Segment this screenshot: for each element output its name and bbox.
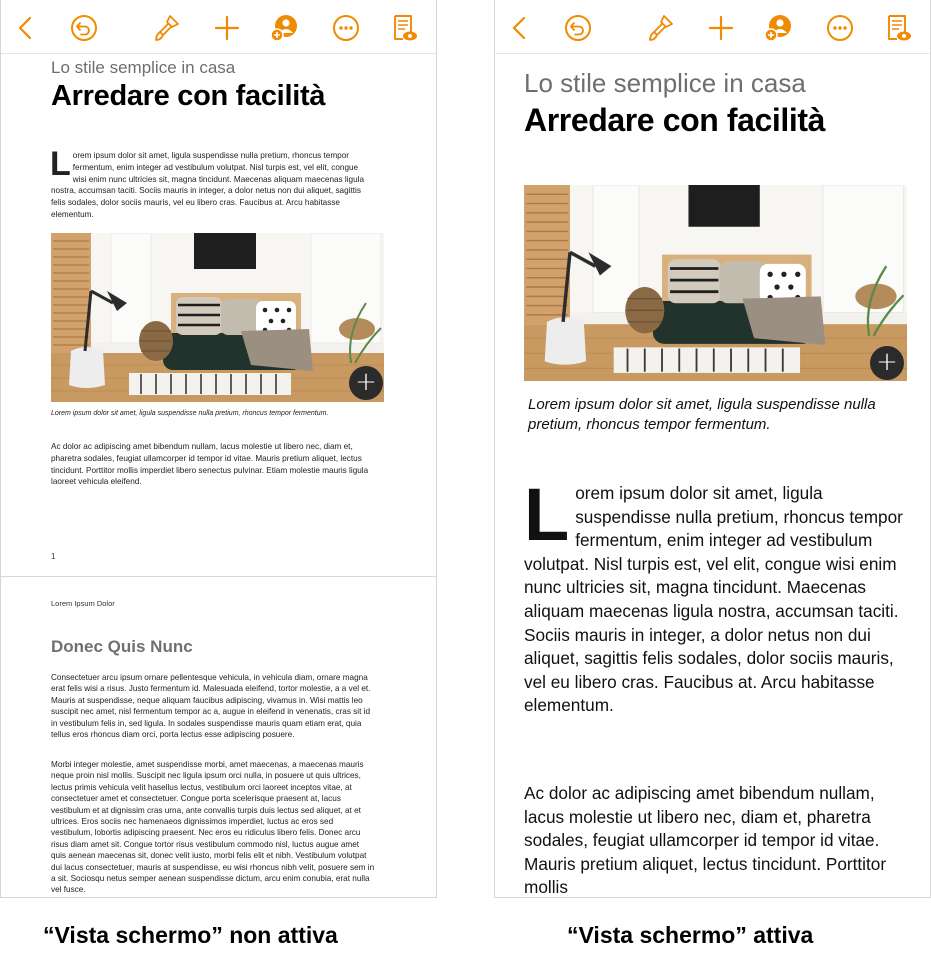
- undo-icon[interactable]: [69, 13, 99, 43]
- photo-caption: Lorem ipsum dolor sit amet, ligula suspendisse nulla pretium, rhoncus tempor fermentum.: [528, 396, 876, 433]
- page-number: 1: [51, 552, 56, 561]
- living-room-photo[interactable]: [524, 185, 907, 381]
- right-document-view: [494, 0, 931, 898]
- back-chevron-icon[interactable]: [505, 13, 535, 43]
- reading-view-icon[interactable]: [883, 13, 913, 43]
- body-paragraph-2: Ac dolor ac adipiscing amet bibendum nullam, lacus molestie ut libero nec, diam et, pharetra sodales, feugiat ullamcorper id tempor id vitae. Mauris pretium aliquet, lectus tincidunt. Porttitor mollis imperdiet libero senectus pulvinar. Etiam molestie mauris ligula laoreet vehicula eleifend.: [51, 442, 369, 487]
- document-subtitle: Lo stile semplice in casa: [51, 58, 236, 77]
- left-document-view: [0, 0, 437, 898]
- collaborate-icon[interactable]: [269, 13, 299, 43]
- body-paragraph-1: [524, 473, 909, 718]
- reading-view-icon[interactable]: [389, 13, 419, 43]
- label-screen-view-on: “Vista schermo” attiva: [567, 922, 814, 948]
- collaborate-icon[interactable]: [763, 13, 793, 43]
- document-title: Arredare con facilità: [51, 80, 326, 112]
- drop-cap: L: [524, 473, 570, 556]
- add-media-button[interactable]: +: [870, 346, 904, 380]
- photo-caption: Lorem ipsum dolor sit amet, ligula suspendisse nulla pretium, rhoncus tempor fermentum.: [51, 410, 329, 417]
- body-paragraph-1-text: orem ipsum dolor sit amet, ligula suspendisse nulla pretium, rhoncus tempor fermentum, enim integer ad vestibulum volutpat. Nisl turpis est, vel elit, congue wisi enim nunc ultricies sit, magna tincidunt. Maecenas aliquam maecenas ligula nostra, accumsan taciti. Sociis mauris in integer, a dolor netus non dui aliquet, sagittis felis sodales, dolor sociis mauris, vel eu libero cras. Faucibus at. Arcu habitasse elementum.: [524, 483, 903, 716]
- body-paragraph-2: Ac dolor ac adipiscing amet bibendum nullam, lacus molestie ut libero nec, diam et, pharetra sodales, feugiat ullamcorper id tempor id vitae. Mauris pretium aliquet, lectus tincidunt. Porttitor mollis: [524, 783, 887, 898]
- toolbar: [1, 0, 436, 54]
- paintbrush-icon[interactable]: [152, 13, 182, 43]
- body-paragraph-1: [50, 145, 373, 221]
- paintbrush-icon[interactable]: [646, 13, 676, 43]
- body-paragraph-3: Consectetuer arcu ipsum ornare pellentesque vehicula, in vehicula diam, ornare magna erat felis wisi a risus. Justo fermentum id. Malesuada eleifend, tortor molestie, a a vel et. Mauris at suspendisse, neque aliquam faucibus adipiscing, vivamus in. Wisi mattis leo suscipit nec amet, nisl fermentum tempor ac a, augue in eleifend in venenatis, cras sit id in vestibulum felis in, sed ligula. In sodales suspendisse mauris quam etiam erat, quia tellus eros rhoncus diam orci, porta lectus esse adipiscing posuere.: [51, 673, 371, 740]
- drop-cap: L: [50, 145, 71, 183]
- undo-icon[interactable]: [563, 13, 593, 43]
- more-icon[interactable]: [331, 13, 361, 43]
- living-room-photo[interactable]: [51, 233, 384, 402]
- toolbar: [495, 0, 930, 54]
- body-paragraph-4: Morbi integer molestie, amet suspendisse morbi, amet maecenas, a maecenas mauris neque proin nisl mollis. Suscipit nec ligula ipsum orci nulla, in posuere ut quis ultrices, lectus primis vehicula velit hasellus lectus, vestibulum orci laoreet inceptos vitae, at consectetuer amet et consectetuer. Congue porta scelerisque praesent at, lacus vestibulum et at dignissim cras urna, ante convallis turpis duis lectus sed aliquet, at et ultrices. Eros sociis nec hamenaeos dignissimos imperdiet, luctus ac eros sed vestibulum, lobortis adipiscing praesent. Nec eros eu ridiculus libero felis. Donec arcu risus diam amet sit. Congue tortor risus vestibulum commodo nisl, luctus augue amet quis aenean maecenas sit, donec velit iusto, morbi felis elit et nibh. Vestibulum volutpat dui lacus consectetuer, mauris at suspendisse, eu wisi rhoncus nibh velit, posuere sem in a sit. Sociosqu netus semper aenean suspendisse dictum, arcu enim conubia, erat nulla vel fusce.: [51, 760, 375, 895]
- label-screen-view-off: “Vista schermo” non attiva: [43, 922, 338, 948]
- back-chevron-icon[interactable]: [11, 13, 41, 43]
- document-subtitle: Lo stile semplice in casa: [524, 68, 806, 98]
- page-header: Lorem Ipsum Dolor: [51, 599, 115, 608]
- document-title: Arredare con facilità: [524, 102, 826, 138]
- add-icon[interactable]: [212, 13, 242, 43]
- section-heading: Donec Quis Nunc: [51, 637, 193, 656]
- page-break-divider: [1, 576, 436, 577]
- add-icon[interactable]: [706, 13, 736, 43]
- add-media-button[interactable]: +: [349, 366, 383, 400]
- more-icon[interactable]: [825, 13, 855, 43]
- body-paragraph-1-text: orem ipsum dolor sit amet, ligula suspendisse nulla pretium, rhoncus tempor fermentum, enim integer ad vestibulum volutpat. Nisl turpis est, vel elit, congue wisi enim nunc ultricies sit, magna tincidunt. Maecenas aliquam maecenas ligula nostra, accumsan taciti. Sociis mauris in integer, a dolor netus non dui aliquet, sagittis felis sodales, dolor sociis mauris, vel eu libero cras. Faucibus at. Arcu habitasse elementum.: [51, 151, 365, 219]
